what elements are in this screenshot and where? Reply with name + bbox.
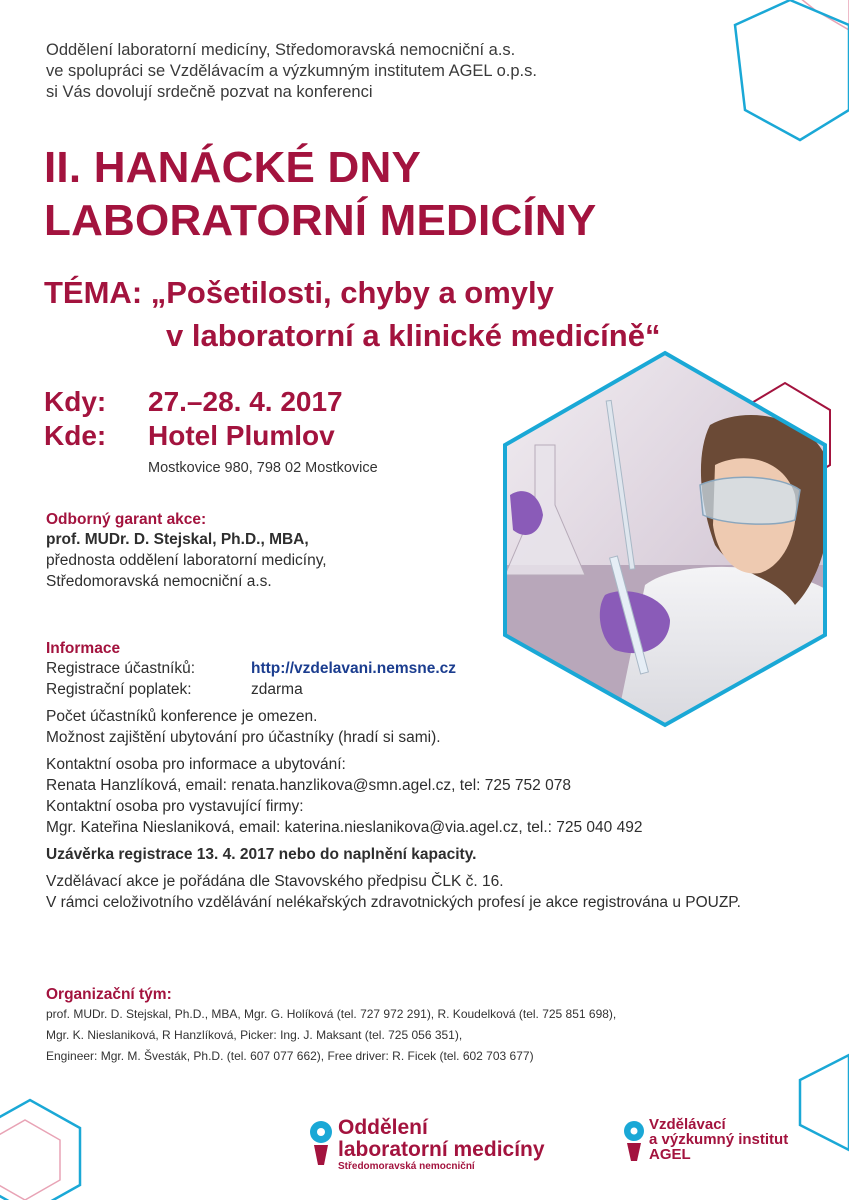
via-agel-logo (622, 1117, 832, 1177)
via-logo-text (649, 1117, 788, 1162)
conference-title-line-1: II. HANÁCKÉ DNY (44, 143, 422, 192)
olm-logo-icon (308, 1119, 334, 1167)
olm-line-1: Oddělení (338, 1116, 428, 1139)
team-heading: Organizační tým: (46, 986, 172, 1003)
fee-row (46, 679, 741, 700)
garant-name: prof. MUDr. D. Stejskal, Ph.D., MBA, (46, 531, 309, 548)
team-section (46, 986, 616, 1067)
venue-address: Mostkovice 980, 798 02 Mostkovice (148, 460, 378, 476)
olm-logo-text (338, 1117, 545, 1173)
info-heading: Informace (46, 640, 121, 657)
where-label: Kde: (44, 420, 107, 451)
intro-line: ve spolupráci se Vzdělávacím a výzkumným institutem AGEL o.p.s. (46, 62, 537, 80)
accommodation-note: Možnost zajištění ubytování pro účastníky (hradí si sami). (46, 729, 441, 746)
garant-org: Středomoravská nemocniční a.s. (46, 573, 272, 590)
fee-value: zdarma (251, 681, 303, 698)
via-line-3: AGEL (649, 1146, 691, 1163)
info-section (46, 640, 741, 913)
intro-text (46, 40, 537, 103)
where-value: Hotel Plumlov (148, 420, 335, 451)
contact1-details: Renata Hanzlíková, email: renata.hanzlikova@smn.agel.cz, tel: 725 752 078 (46, 777, 571, 794)
garant-heading: Odborný garant akce: (46, 511, 207, 528)
theme-line-2: v laboratorní a klinické medicíně“ (166, 318, 661, 353)
via-line-2: a výzkumný institut (649, 1131, 789, 1148)
registration-row (46, 658, 741, 679)
via-line-1: Vzdělávací (649, 1116, 726, 1133)
conference-title-line-2: LABORATORNÍ MEDICÍNY (44, 196, 597, 245)
registration-link[interactable]: http://vzdelavani.nemsne.cz (251, 660, 456, 677)
via-logo-icon (622, 1119, 646, 1163)
when-label: Kdy: (44, 386, 107, 417)
contact2-details: Mgr. Kateřina Nieslaniková, email: katerina.nieslanikova@via.agel.cz, tel.: 725 040 492 (46, 819, 643, 836)
intro-line: si Vás dovolují srdečně pozvat na konferenci (46, 83, 373, 101)
olm-logo (308, 1117, 608, 1177)
intro-line: Oddělení laboratorní medicíny, Středomoravská nemocniční a.s. (46, 41, 516, 59)
accreditation-note-1: Vzdělávací akce je pořádána dle Stavovského předpisu ČLK č. 16. (46, 873, 504, 890)
olm-subline: Středomoravská nemocniční (338, 1161, 475, 1172)
contact2-label: Kontaktní osoba pro vystavující firmy: (46, 798, 304, 815)
team-line: Engineer: Mgr. M. Švesták, Ph.D. (tel. 607 077 662), Free driver: R. Ficek (tel. 602 703 677) (46, 1049, 534, 1063)
fee-label: Registrační poplatek: (46, 681, 192, 698)
contact1-label: Kontaktní osoba pro informace a ubytování: (46, 756, 346, 773)
olm-line-2: laboratorní medicíny (338, 1138, 545, 1161)
capacity-note: Počet účastníků konference je omezen. (46, 708, 318, 725)
team-line: Mgr. K. Nieslaniková, R Hanzlíková, Picker: Ing. J. Maksant (tel. 725 056 351), (46, 1028, 463, 1042)
team-line: prof. MUDr. D. Stejskal, Ph.D., MBA, Mgr. G. Holíková (tel. 727 972 291), R. Koudelková (tel. 725 851 698), (46, 1007, 617, 1021)
garant-role: přednosta oddělení laboratorní medicíny, (46, 552, 327, 569)
garant-section (46, 511, 327, 592)
accreditation-note-2: V rámci celoživotního vzdělávání nelékařských zdravotnických profesí je akce registrována u POUZP. (46, 894, 741, 911)
registration-deadline: Uzávěrka registrace 13. 4. 2017 nebo do naplnění kapacity. (46, 846, 477, 863)
theme-line-1: TÉMA: „Pošetilosti, chyby a omyly (44, 275, 554, 310)
registration-label: Registrace účastníků: (46, 660, 196, 677)
when-value: 27.–28. 4. 2017 (148, 386, 343, 417)
